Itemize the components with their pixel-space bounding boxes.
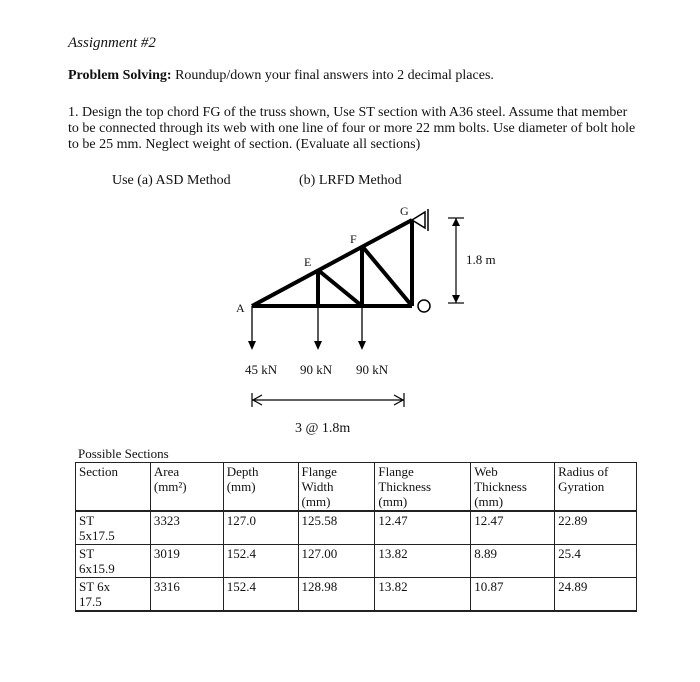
cell-flange-width: 128.98 bbox=[298, 578, 375, 612]
table-row bbox=[76, 511, 637, 545]
table-header-row bbox=[76, 463, 637, 512]
cell-flange-thickness: 13.82 bbox=[375, 545, 471, 578]
cell-flange-width: 127.00 bbox=[298, 545, 375, 578]
header-depth: Depth (mm) bbox=[223, 463, 298, 512]
load-label-3: 90 kN bbox=[356, 362, 389, 377]
height-label: 1.8 m bbox=[466, 252, 496, 267]
cell-area: 3019 bbox=[150, 545, 223, 578]
sections-table bbox=[75, 462, 637, 612]
cell-depth: 152.4 bbox=[223, 578, 298, 612]
table-row bbox=[76, 578, 637, 612]
load-arrowhead-3 bbox=[358, 341, 366, 350]
header-flange-width: Flange Width (mm) bbox=[298, 463, 375, 512]
section-name: ST 5x17.5 bbox=[76, 511, 151, 545]
cell-web-thickness: 10.87 bbox=[471, 578, 555, 612]
cell-radius: 25.4 bbox=[555, 545, 637, 578]
header-section: Section bbox=[76, 463, 151, 512]
header-web-thickness: Web Thickness (mm) bbox=[471, 463, 555, 512]
dimension-arrow-down bbox=[452, 295, 460, 303]
dimension-arrow-up bbox=[452, 218, 460, 226]
header-flange-thickness: Flange Thickness (mm) bbox=[375, 463, 471, 512]
span-label: 3 @ 1.8m bbox=[295, 421, 351, 436]
cell-radius: 22.89 bbox=[555, 511, 637, 545]
cell-flange-thickness: 12.47 bbox=[375, 511, 471, 545]
node-label-g: G bbox=[400, 204, 409, 218]
question-text: 1. Design the top chord FG of the truss shown, Use ST section with A36 steel. Assume that member to be connected through its web with one line of four or more 22 mm bolts. Use diameter of bolt hole to be 25 mm. Neglect weight of section. (Evaluate all sections) bbox=[68, 105, 636, 152]
diagonal-member-1 bbox=[318, 270, 362, 306]
cell-flange-width: 125.58 bbox=[298, 511, 375, 545]
cell-area: 3323 bbox=[150, 511, 223, 545]
method-asd: Use (a) ASD Method bbox=[112, 173, 231, 188]
section-name: ST 6x 17.5 bbox=[76, 578, 151, 612]
load-arrowhead-2 bbox=[314, 341, 322, 350]
node-label-a: A bbox=[236, 301, 245, 315]
sections-caption: Possible Sections bbox=[78, 446, 169, 461]
node-label-f: F bbox=[350, 232, 357, 246]
top-chord bbox=[252, 220, 412, 306]
cell-radius: 24.89 bbox=[555, 578, 637, 612]
problem-label: Problem Solving: bbox=[68, 68, 172, 83]
cell-depth: 152.4 bbox=[223, 545, 298, 578]
cell-web-thickness: 8.89 bbox=[471, 545, 555, 578]
problem-text: Roundup/down your final answers into 2 decimal places. bbox=[171, 68, 494, 83]
load-label-2: 90 kN bbox=[300, 362, 333, 377]
cell-area: 3316 bbox=[150, 578, 223, 612]
cell-depth: 127.0 bbox=[223, 511, 298, 545]
diagonal-member-2 bbox=[362, 246, 412, 306]
node-label-e: E bbox=[304, 255, 312, 269]
header-area: Area (mm²) bbox=[150, 463, 223, 512]
cell-web-thickness: 12.47 bbox=[471, 511, 555, 545]
method-lrfd: (b) LRFD Method bbox=[299, 173, 402, 188]
section-name: ST 6x15.9 bbox=[76, 545, 151, 578]
assignment-title: Assignment #2 bbox=[68, 35, 156, 51]
load-arrowhead-1 bbox=[248, 341, 256, 350]
table-row bbox=[76, 545, 637, 578]
roller-support bbox=[418, 300, 430, 312]
header-radius-of-gyration: Radius of Gyration bbox=[555, 463, 637, 512]
cell-flange-thickness: 13.82 bbox=[375, 578, 471, 612]
load-label-1: 45 kN bbox=[245, 362, 278, 377]
